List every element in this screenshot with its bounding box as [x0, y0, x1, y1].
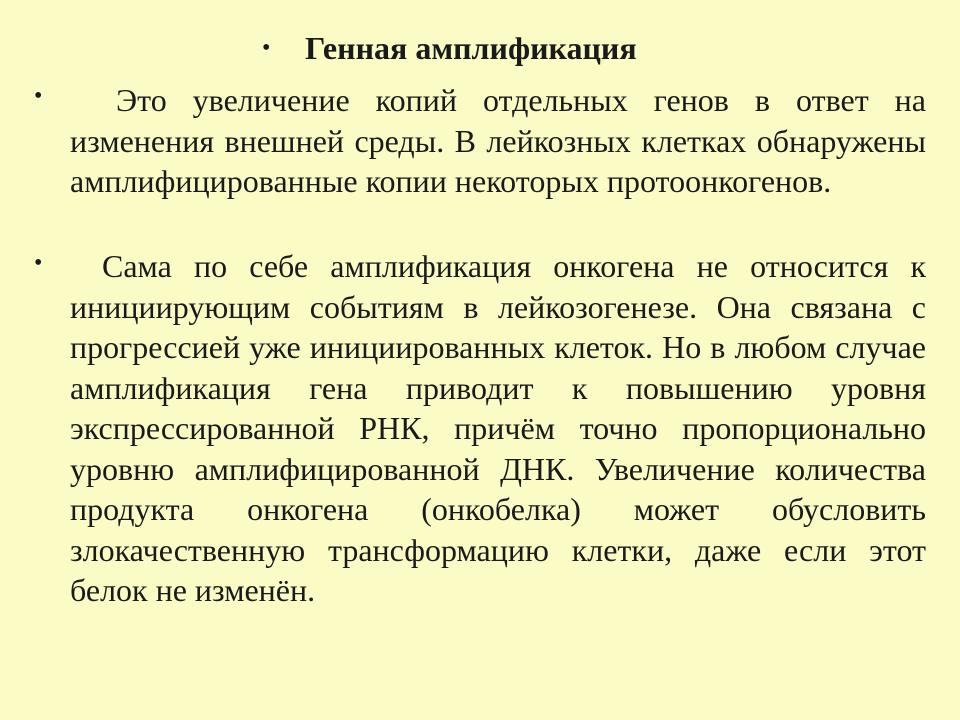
title-row: [0, 28, 960, 72]
slide-title: Генная амплификация: [305, 30, 637, 66]
title-bullet-icon: •: [262, 35, 271, 61]
bullet-icon-1: •: [34, 83, 43, 109]
bullet-paragraph-2: Сама по себе амплификация онкогена не относится к инициирующим событиям в лейкозогенезе. Она связана с прогрессией уже инициированных клеток. Но в любом случае амплификация гена приводит к повышению уровня экспрессированной РНК, причём точно пропорционально уровню амплифицированной ДНК. Увеличение количества продукта онкогена (онкобелка) может обусловить злокачественную трансформацию клетки, даже если этот белок не изменён.: [70, 248, 926, 608]
bullet-icon-2: •: [34, 250, 43, 276]
bullet-paragraph-1: Это увеличение копий отдельных генов в ответ на изменения внешней среды. В лейкозных клетках обнаружены амплифицированные копии некоторых протоонкогенов.: [70, 82, 926, 199]
